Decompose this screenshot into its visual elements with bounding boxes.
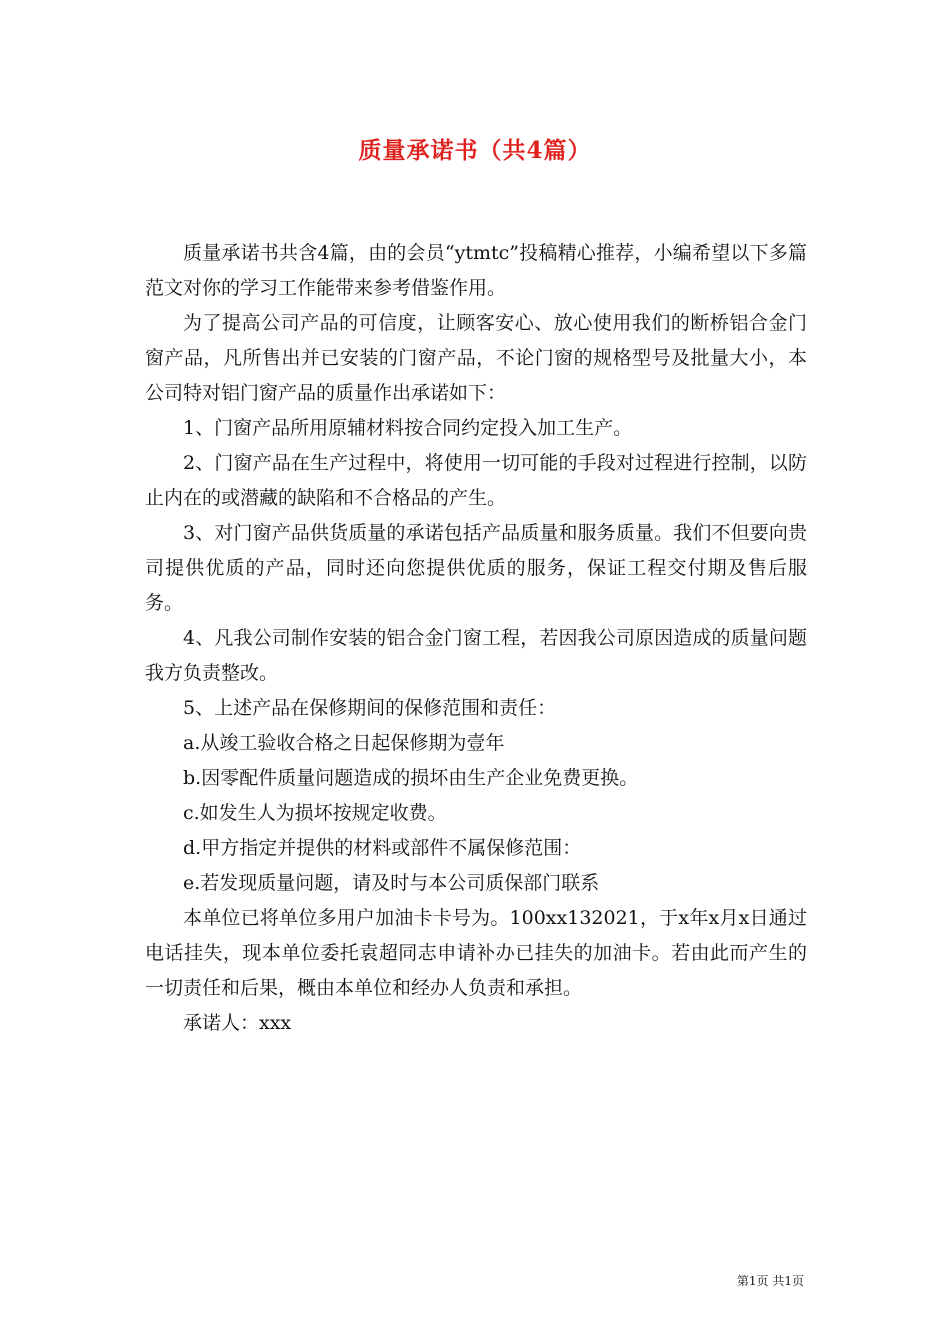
paragraph-item-3: 3、对门窗产品供货质量的承诺包括产品质量和服务质量。我们不但要向贵司提供优质的产品，同时还向您提供优质的服务，保证工程交付期及售后服务。	[145, 522, 807, 614]
paragraph-intro: 质量承诺书共含4篇，由的会员“ytmtc”投稿精心推荐，小编希望以下多篇范文对你的学习工作能带来参考借鉴作用。	[145, 242, 807, 299]
paragraph-item-b: b.因零配件质量问题造成的损坏由生产企业免费更换。	[183, 767, 639, 789]
document-title: 质量承诺书（共4篇）	[358, 137, 592, 164]
paragraph-preamble: 为了提高公司产品的可信度，让顾客安心、放心使用我们的断桥铝合金门窗产品，凡所售出并已安装的门窗产品，不论门窗的规格型号及批量大小，本公司特对铝门窗产品的质量作出承诺如下：	[145, 312, 807, 404]
paragraph-item-2: 2、门窗产品在生产过程中，将使用一切可能的手段对过程进行控制，以防止内在的或潜藏的缺陷和不合格品的产生。	[145, 452, 807, 509]
paragraph-item-4: 4、凡我公司制作安装的铝合金门窗工程，若因我公司原因造成的质量问题我方负责整改。	[145, 627, 807, 684]
document-body	[145, 236, 807, 1041]
paragraph-oil-card: 本单位已将单位多用户加油卡卡号为。100xx132021，于x年x月x日通过电话挂失，现本单位委托袁超同志申请补办已挂失的加油卡。若由此而产生的一切责任和后果，概由本单位和经办人负责和承担。	[145, 907, 807, 999]
paragraph-item-5: 5、上述产品在保修期间的保修范围和责任：	[183, 697, 557, 719]
paragraph-item-1: 1、门窗产品所用原辅材料按合同约定投入加工生产。	[183, 417, 633, 439]
paragraph-signatory: 承诺人：xxx	[183, 1012, 292, 1034]
paragraph-item-e: e.若发现质量问题，请及时与本公司质保部门联系	[183, 872, 600, 894]
paragraph-item-c: c.如发生人为损坏按规定收费。	[183, 802, 447, 824]
paragraph-item-d: d.甲方指定并提供的材料或部件不属保修范围：	[183, 837, 582, 859]
paragraph-item-a: a.从竣工验收合格之日起保修期为壹年	[183, 732, 505, 754]
page-number: 第1页 共1页	[736, 1274, 804, 1288]
